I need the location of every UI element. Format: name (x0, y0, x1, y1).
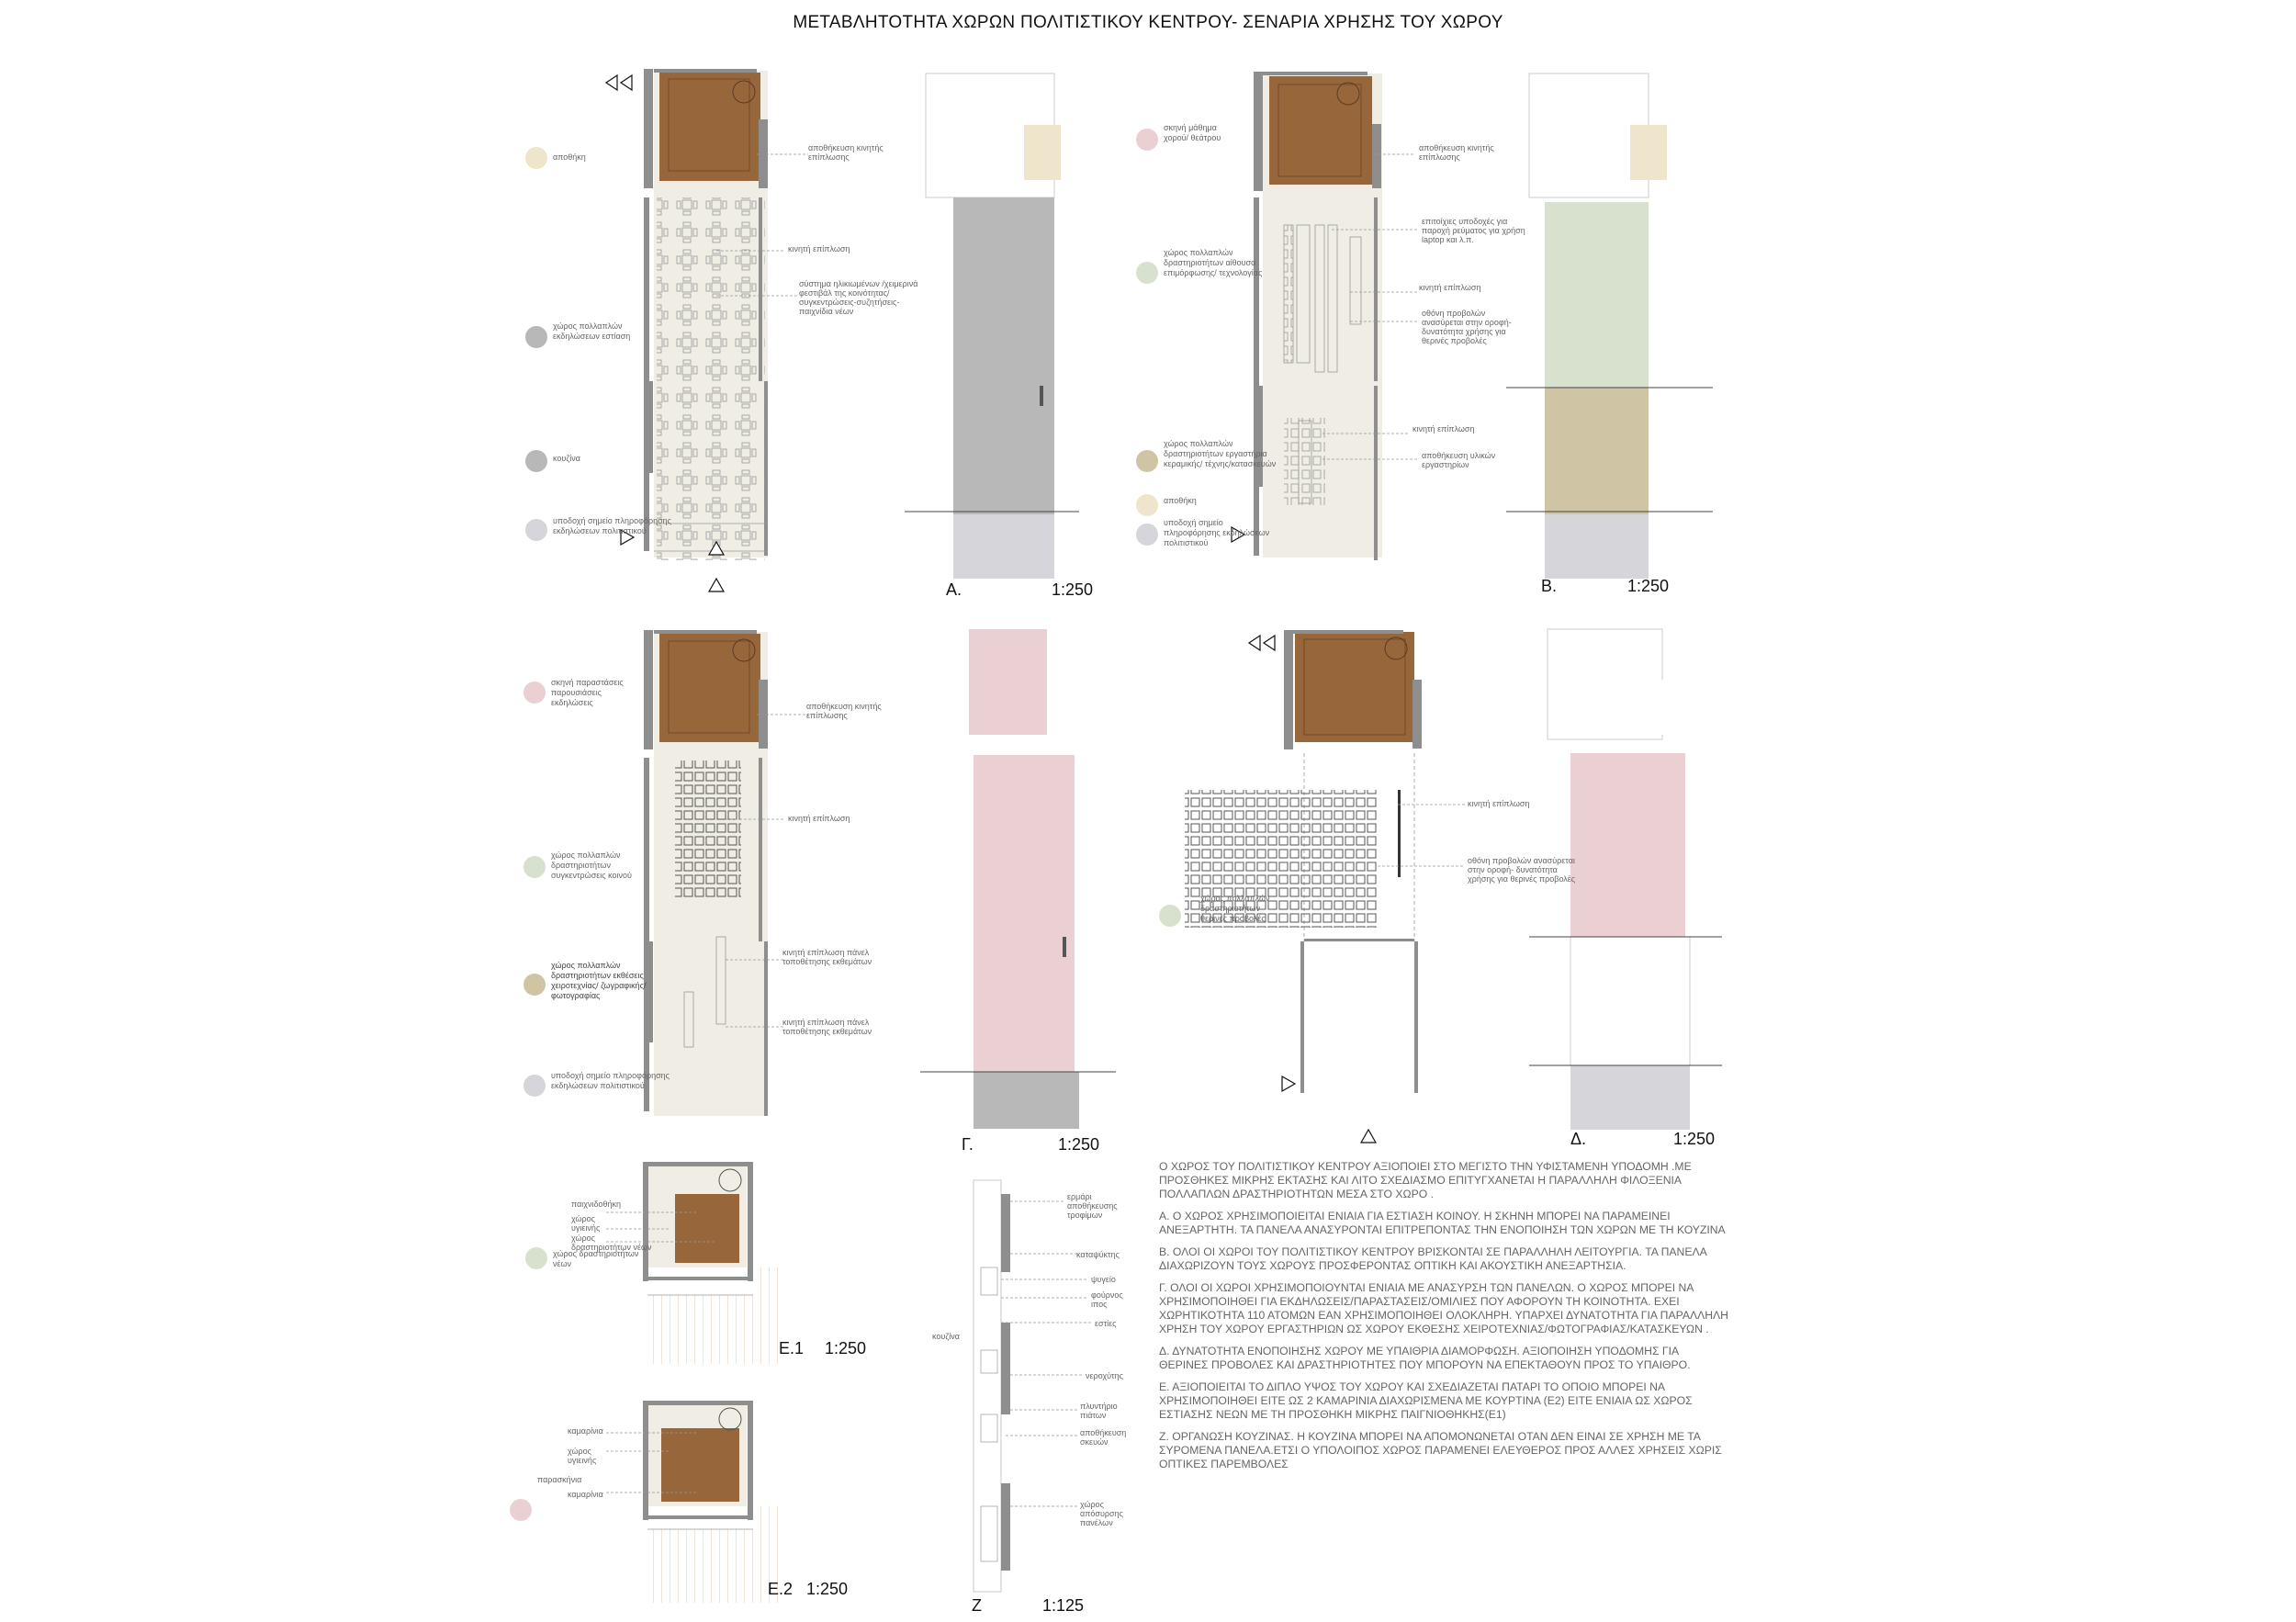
caption-c: Γ. (962, 1135, 974, 1154)
legend-label: χώρος πολλαπλών δραστηριοτήτων θερινές προβολές (1200, 894, 1270, 923)
plan-b (1232, 72, 1419, 560)
note: κινητή επίπλωση (1419, 283, 1481, 292)
diagram-a (905, 73, 1079, 579)
caption-e2-scale: 1:250 (806, 1580, 849, 1598)
diagram-c (920, 629, 1116, 1129)
legend-dot-backstage (510, 1499, 532, 1521)
caption-d: Δ. (1570, 1130, 1587, 1148)
caption-a-scale: 1:250 (1052, 580, 1094, 599)
legend-dot-reception (1136, 524, 1158, 546)
legend-dot-training (1136, 262, 1158, 284)
legend-label: χώρος πολλαπλών δραστηριοτήτων συγκεντρώσεις κοινού (551, 850, 632, 880)
note: αποθήκευση κινητής επίπλωσης (806, 702, 882, 720)
description-paragraph: Δ. ΔΥΝΑΤΟΤΗΤΑ ΕΝΟΠΟΙΗΣΗΣ ΧΩΡΟΥ ΜΕ ΥΠΑΙΘΡΙΑ ΔΙΑΜΟΡΦΩΣΗ. ΑΞΙΟΠΟΙΗΣΗ ΥΠΟΔΟΜΗΣ ΓΙΑ ΘΕΡΙΝΕΣ ΠΡΟΒΟΛΕΣ ΚΑΙ ΔΡΑΣΤΗΡΙΟΤΗΤΕΣ ΠΟΥ ΜΠΟΡΟΥΝ ΝΑ ΕΠΕΚΤΑΘΟΥΝ ΠΡΟΣ ΤΟ ΥΠΑΙΘΡΟ. (1159, 1345, 1691, 1371)
legend-label: αποθήκη (553, 152, 586, 162)
plan-e2 (606, 1401, 785, 1603)
plan-z (974, 1180, 1093, 1592)
legend-dot-gatherings (523, 856, 546, 878)
note: νεροχύτης (1086, 1371, 1123, 1380)
caption-z-scale: 1:125 (1042, 1596, 1085, 1615)
legend-label: κουζίνα (553, 454, 580, 463)
note: οθόνη προβολών ανασύρεται στην οροφή- δυνατότητα χρήσης για θερινές προβολές (1422, 309, 1512, 345)
plan-a-tables (657, 197, 765, 560)
description-paragraph: Ο ΧΩΡΟΣ ΤΟΥ ΠΟΛΙΤΙΣΤΙΚΟΥ ΚΕΝΤΡΟΥ ΑΞΙΟΠΟΙΕΙ ΣΤΟ ΜΕΓΙΣΤΟ ΤΗΝ ΥΦΙΣΤΑΜΕΝΗ ΥΠΟΔΟΜΗ .ΜΕ ΠΡΟΣΘΗΚΕΣ ΜΙΚΡΗΣ ΕΚΤΑΣΗΣ ΚΑΙ ΛΙΤΟ ΣΧΕΔΙΑΣΜΟ ΕΠΙΤΥΓΧΑΝΕΤΑΙ Η ΠΑΡΑΛΛΗΛΗ ΦΙΛΟΞΕΝΙΑ ΠΟΛΛΑΠΛΩΝ ΔΡΑΣΤΗΡΙΟΤΗΤΩΝ ΜΕΣΑ ΣΤΟ ΧΩΡΟ . (1159, 1160, 1692, 1200)
legend-dot-reception (523, 1075, 546, 1097)
plan-a-stage (659, 73, 760, 181)
legend-dot-youth (525, 1247, 547, 1269)
caption-d-scale: 1:250 (1673, 1130, 1716, 1148)
legend-label: υποδοχή σημείο πληροφόρησης εκδηλώσεων πολιτιστικού (553, 516, 671, 535)
description-text (1159, 1160, 1728, 1480)
note: χώρος υγιεινής (571, 1214, 601, 1233)
note: καμαρίνια (568, 1490, 603, 1499)
note: κινητή επίπλωση (1468, 799, 1530, 808)
legend-dot-stage (523, 681, 546, 704)
kitchen-label: κουζίνα (932, 1332, 960, 1341)
note: κινητή επίπλωση (1412, 424, 1475, 434)
legend-dot-workshops (1136, 450, 1158, 472)
note: καμαρίνια (568, 1426, 603, 1436)
plan-c (644, 630, 808, 1116)
note: κινητή επίπλωση πάνελ τοποθέτησης εκθεμάτων (782, 1018, 872, 1036)
page-title: ΜΕΤΑΒΛΗΤΟΤΗΤΑ ΧΩΡΩΝ ΠΟΛΙΤΙΣΤΙΚΟΥ ΚΕΝΤΡΟΥ- ΣΕΝΑΡΙΑ ΧΡΗΣΗΣ ΤΟΥ ΧΩΡΟΥ (793, 13, 1503, 32)
note: χώρος υγιεινής (568, 1447, 597, 1465)
caption-z: Ζ (972, 1596, 982, 1615)
description-paragraph: Ε. ΑΞΙΟΠΟΙΕΙΤΑΙ ΤΟ ΔΙΠΛΟ ΥΨΟΣ ΤΟΥ ΧΩΡΟΥ ΚΑΙ ΣΧΕΔΙΑΖΕΤΑΙ ΠΑΤΑΡΙ ΤΟ ΟΠΟΙΟ ΜΠΟΡΕΙ ΝΑ ΧΡΗΣΙΜΟΠΟΙΗΘΕΙ ΕΙΤΕ ΩΣ 2 ΚΑΜΑΡΙΝΙΑ ΔΙΑΧΩΡΙΣΜΕΝΑ ΜΕ ΚΟΥΡΤΙΝΑ (Ε2) ΕΙΤΕ ΕΝΙΑΙΑ ΩΣ ΧΩΡΟΣ ΕΣΤΙΑΣΗΣ ΝΕΩΝ ΜΕ ΤΗ ΠΡΟΣΘΗΚΗ ΜΙΚΡΗΣ ΠΑΙΓΝΙΟΘΗΚΗΣ(Ε1) (1159, 1380, 1693, 1421)
note: σύστημα ηλικιωμένων /χειμερινά φεστιβάλ της κοινότητας/ συγκεντρώσεις-συζητήσεις-παιχνίδια νέων (799, 279, 918, 316)
legend-label: σκηνή μάθημα χορού/ θεάτρου (1164, 123, 1221, 142)
note: κινητή επίπλωση (788, 244, 850, 253)
caption-e1-scale: 1:250 (825, 1339, 867, 1357)
description-paragraph: Γ. ΟΛΟΙ ΟΙ ΧΩΡΟΙ ΧΡΗΣΙΜΟΠΟΙΟΥΝΤΑΙ ΕΝΙΑΙΑ ΜΕ ΑΝΑΣΥΡΣΗ ΤΩΝ ΠΑΝΕΛΩΝ. Ο ΧΩΡΟΣ ΜΠΟΡΕΙ ΝΑ ΧΡΗΣΙΜΟΠΟΙΗΘΕΙ ΓΙΑ ΕΚΔΗΛΩΣΕΙΣ/ΠΑΡΑΣΤΑΣΕΙΣ/ΟΜΙΛΙΕΣ ΠΟΥ ΑΦΟΡΟΥΝ ΤΗ ΚΟΙΝΟΤΗΤΑ. ΕΧΕΙ ΧΩΡΗΤΙΚΟΤΗΤΑ 110 ΑΤΟΜΩΝ ΕΑΝ ΧΡΗΣΙΜΟΠΟΙΗΘΕΙ ΟΛΟΚΛΗΡΗ. ΥΠΑΡΧΕΙ ΔΥΝΑΤΟΤΗΤΑ ΓΙΑ ΠΑΡΑΛΛΗΛΗ ΧΡΗΣΗ ΤΟΥ ΧΩΡΟΥ ΕΡΓΑΣΤΗΡΙΩΝ ΩΣ ΧΩΡΟΥ ΕΚΘΕΣΗΣ ΧΕΙΡΟΤΕΧΝΙΑΣ/ΦΩΤΟΓΡΑΦΙΑΣ/ΚΑΤΑΣΚΕΥΩΝ . (1159, 1281, 1728, 1335)
legend-label: υποδοχή σημείο πληροφόρησης εκδηλώσεων πολιτιστικού (551, 1071, 670, 1090)
note: εστίες (1095, 1319, 1117, 1328)
entrance-arrow-icon (709, 579, 724, 591)
legend-label: χώρος δραστηριοτήτων νέων (553, 1249, 639, 1268)
caption-c-scale: 1:250 (1058, 1135, 1100, 1154)
note: ψυγείο (1091, 1275, 1116, 1284)
caption-e1: Ε.1 (779, 1339, 805, 1357)
diagram-b (1506, 73, 1713, 579)
legend-label: χώρος πολλαπλών δραστηριοτήτων αίθουσα επιμόρφωσης/ τεχνολογίας (1164, 248, 1263, 277)
note: καταψύκτης (1076, 1250, 1120, 1259)
note: αποθήκευση υλικών εργαστηρίων (1422, 451, 1496, 469)
legend-label: σκηνή παραστάσεις παρουσιάσεις εκδηλώσεις (551, 678, 624, 707)
legend-dot-storage (525, 147, 547, 169)
caption-e2: Ε.2 (768, 1580, 793, 1598)
legend-dot-kitchen (525, 450, 547, 472)
legend-label: χώρος πολλαπλών δραστηριοτήτων εκθέσεις χειροτεχνίας/ ζωγραφικής/φωτογραφίας (551, 961, 647, 1000)
plan-d (1185, 630, 1465, 1143)
legend-dot-stage (1136, 129, 1158, 151)
note: αποθήκευση σκευών (1080, 1428, 1127, 1447)
note: αποθήκευση κινητής επίπλωσης (1419, 143, 1494, 162)
legend-dot-storage (1136, 494, 1158, 516)
note: οθόνη προβολών ανασύρεται στην οροφή- δυνατότητα χρήσης για θερινές προβολές (1468, 856, 1576, 884)
note: κινητή επίπλωση πάνελ τοποθέτησης εκθεμάτων (782, 948, 872, 966)
legend-dot-screenings (1159, 905, 1181, 927)
legend-dot-reception (525, 519, 547, 541)
note: επιτοίχιες υποδοχές για παροχή ρεύματος για χρήση laptop και λ.π. (1422, 217, 1525, 244)
entrance-arrow-icon (606, 75, 632, 90)
note: κινητή επίπλωση (788, 814, 850, 823)
caption-b-scale: 1:250 (1627, 577, 1670, 595)
note: αποθήκευση κινητής επίπλωσης (808, 143, 884, 162)
note: χώρος δραστηριοτήτων νέων (571, 1233, 652, 1252)
description-paragraph: Α. Ο ΧΩΡΟΣ ΧΡΗΣΙΜΟΠΟΙΕΙΤΑΙ ΕΝΙΑΙΑ ΓΙΑ ΕΣΤΙΑΣΗ ΚΟΙΝΟΥ. Η ΣΚΗΝΗ ΜΠΟΡΕΙ ΝΑ ΠΑΡΑΜΕΙΝΕΙ ΑΝΕΞΑΡΤΗΤΗ. ΤΑ ΠΑΝΕΛΑ ΑΝΑΣΥΡΟΝΤΑΙ ΕΠΙΤΡΕΠΟΝΤΑΣ ΤΗΝ ΕΝΟΠΟΙΗΣΗ ΤΩΝ ΧΩΡΩΝ ΜΕ ΤΗ ΚΟΥΖΙΝΑ (1159, 1210, 1726, 1236)
legend-label: χώρος πολλαπλών εκδηλώσεων εστίαση (553, 321, 631, 341)
legend-label: χώρος πολλαπλών δραστηριοτήτων εργαστήρια κεραμικής/ τέχνης/κατασκευών (1164, 439, 1277, 468)
note: παρασκήνια (537, 1475, 582, 1484)
legend-dot-events (525, 326, 547, 348)
legend-label: υποδοχή σημείο πληροφόρησης εκδηλώσεων πολιτιστικού (1164, 518, 1270, 547)
note: πλυντήριο πιάτων (1080, 1402, 1118, 1420)
description-paragraph: Ζ. ΟΡΓΑΝΩΣΗ ΚΟΥΖΙΝΑΣ. Η ΚΟΥΖΙΝΑ ΜΠΟΡΕΙ ΝΑ ΑΠΟΜΟΝΩΝΕΤΑΙ ΟΤΑΝ ΔΕΝ ΕΙΝΑΙ ΣΕ ΧΡΗΣΗ ΜΕ ΤΑ ΣΥΡΟΜΕΝΑ ΠΑΝΕΛΑ.ΕΤΣΙ Ο ΥΠΟΛΟΙΠΟΣ ΧΩΡΟΣ ΠΑΡΑΜΕΝΕΙ ΕΛΕΥΘΕΡΟΣ ΠΡΟΣ ΑΛΛΕΣ ΧΡΗΣΕΙΣ ΧΩΡΙΣ ΟΠΤΙΚΕΣ ΠΑΡΕΜΒΟΛΕΣ (1159, 1430, 1722, 1470)
note: ερμάρι αποθήκευσης τροφίμων (1067, 1192, 1118, 1220)
note: φούρνος ιπος (1091, 1290, 1123, 1309)
legend-label: αποθήκη (1164, 496, 1197, 505)
description-paragraph: Β. ΟΛΟΙ ΟΙ ΧΩΡΟΙ ΤΟΥ ΠΟΛΙΤΙΣΤΙΚΟΥ ΚΕΝΤΡΟΥ ΒΡΙΣΚΟΝΤΑΙ ΣΕ ΠΑΡΑΛΛΗΛΗ ΛΕΙΤΟΥΡΓΙΑ. ΤΑ ΠΑΝΕΛΑ ΔΙΑΧΩΡΙΖΟΥΝ ΤΟΥΣ ΧΩΡΟΥΣ ΠΡΟΣΦΕΡΟΝΤΑΣ ΟΠΤΙΚΗ ΚΑΙ ΑΚΟΥΣΤΙΚΗ ΑΝΕΞΑΡΤΗΣΙΑ. (1159, 1245, 1707, 1272)
note: παιχνιδοθήκη (571, 1200, 622, 1209)
note: χώρος απόσυρσης πανέλων (1080, 1500, 1123, 1527)
caption-a: Α. (946, 580, 962, 599)
caption-b: Β. (1541, 577, 1558, 595)
legend-dot-exhibitions (523, 974, 546, 996)
